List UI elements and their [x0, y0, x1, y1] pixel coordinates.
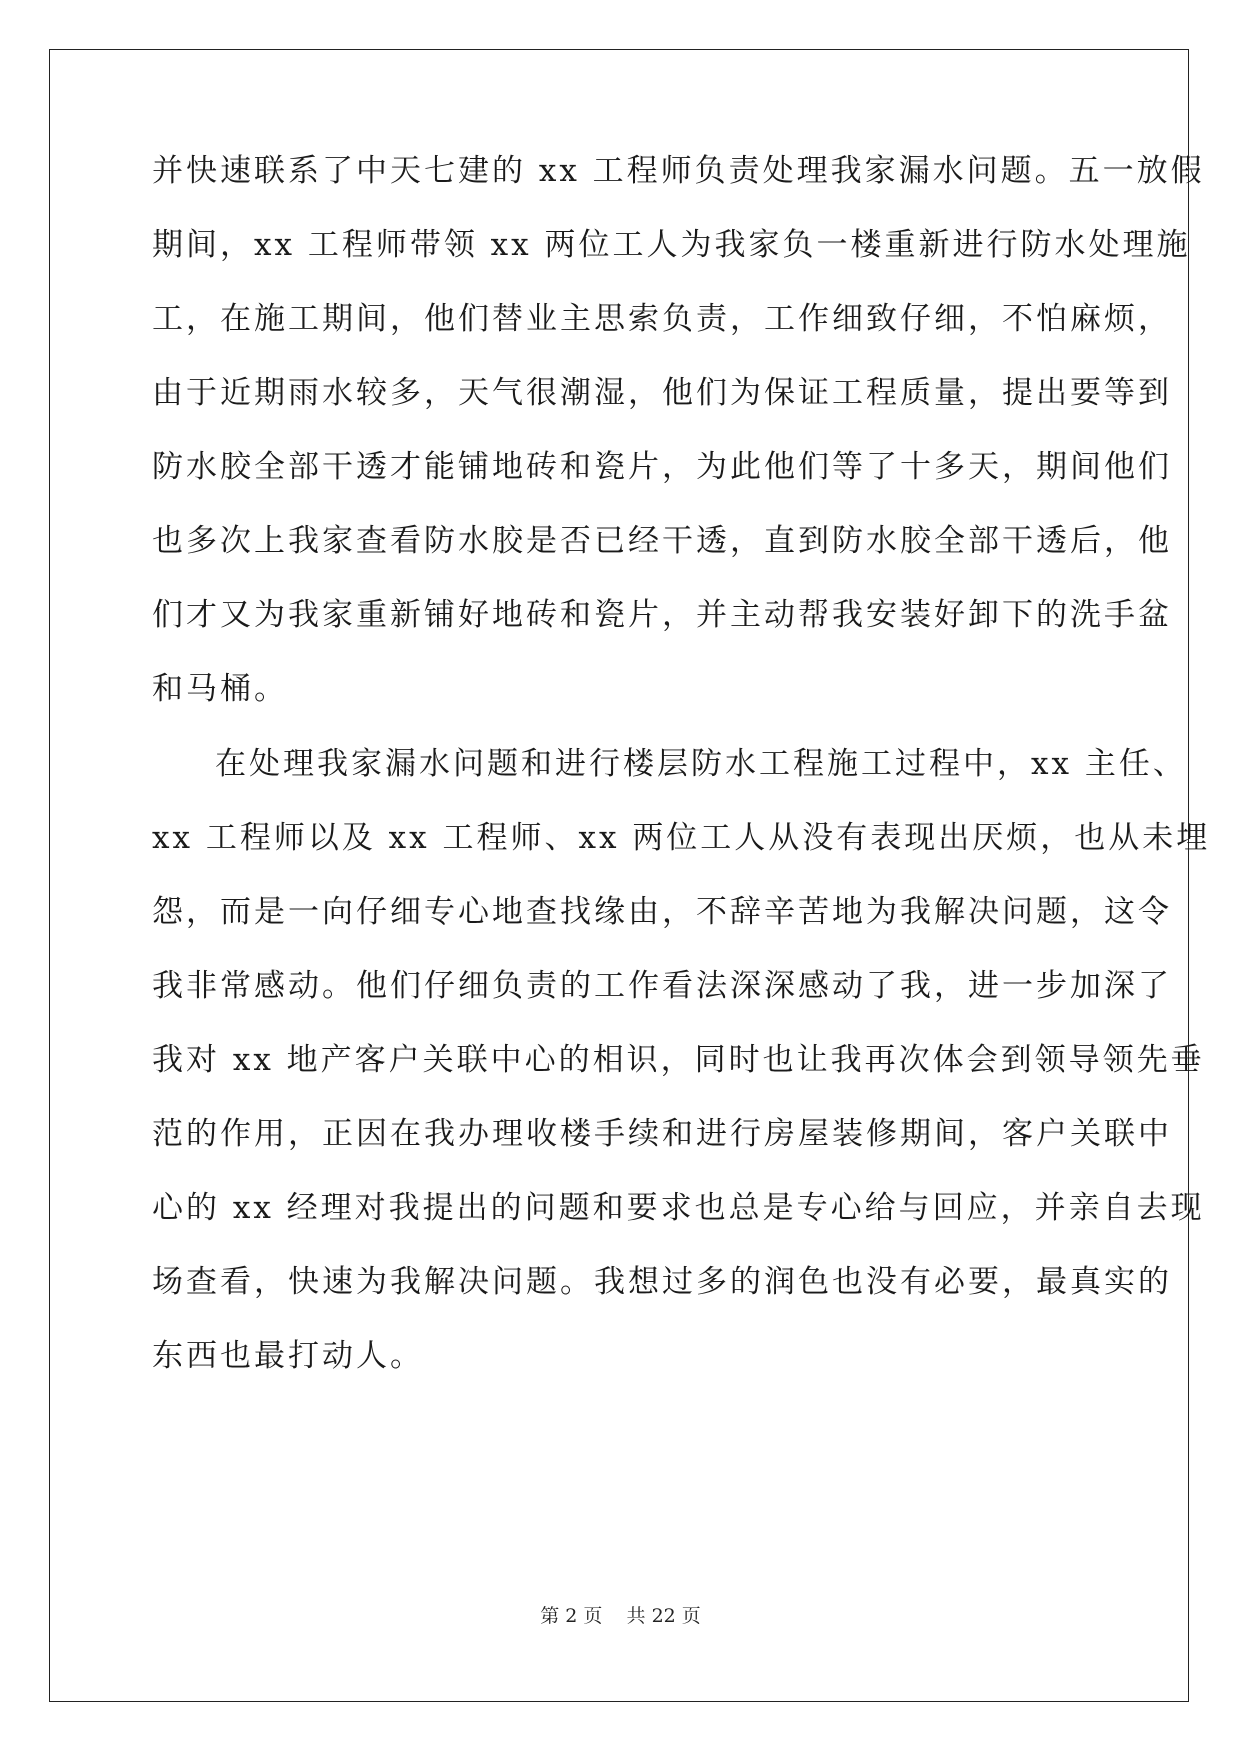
text-line: 心的 xx 经理对我提出的问题和要求也总是专心给与回应，并亲自去现	[152, 1190, 1205, 1226]
text-line: 也多次上我家查看防水胶是否已经干透，直到防水胶全部干透后，他	[152, 523, 1172, 559]
page-border	[49, 49, 1189, 1702]
text-line: 防水胶全部干透才能铺地砖和瓷片，为此他们等了十多天，期间他们	[152, 449, 1172, 485]
text-line: 由于近期雨水较多，天气很潮湿，他们为保证工程质量，提出要等到	[152, 375, 1172, 411]
text-line: 并快速联系了中天七建的 xx 工程师负责处理我家漏水问题。五一放假	[152, 153, 1205, 189]
text-line: 场查看，快速为我解决问题。我想过多的润色也没有必要，最真实的	[152, 1264, 1172, 1300]
text-line: 怨，而是一向仔细专心地查找缘由，不辞辛苦地为我解决问题，这令	[152, 894, 1172, 930]
text-line: 们才又为我家重新铺好地砖和瓷片，并主动帮我安装好卸下的洗手盆	[152, 597, 1172, 633]
text-line: 东西也最打动人。	[152, 1338, 424, 1374]
text-line: 在处理我家漏水问题和进行楼层防水工程施工过程中，xx 主任、	[215, 746, 1187, 782]
text-line: xx 工程师以及 xx 工程师、xx 两位工人从没有表现出厌烦，也从未埋	[152, 820, 1211, 856]
text-line: 工，在施工期间，他们替业主思索负责，工作细致仔细，不怕麻烦，	[152, 301, 1172, 337]
text-line: 我非常感动。他们仔细负责的工作看法深深感动了我，进一步加深了	[152, 968, 1172, 1004]
text-line: 和马桶。	[152, 671, 288, 707]
text-line: 范的作用，正因在我办理收楼手续和进行房屋装修期间，客户关联中	[152, 1116, 1172, 1152]
page-number: 第 2 页 共 22 页	[540, 1605, 701, 1627]
text-line: 我对 xx 地产客户关联中心的相识，同时也让我再次体会到领导领先垂	[152, 1042, 1205, 1078]
text-line: 期间，xx 工程师带领 xx 两位工人为我家负一楼重新进行防水处理施	[152, 227, 1191, 263]
